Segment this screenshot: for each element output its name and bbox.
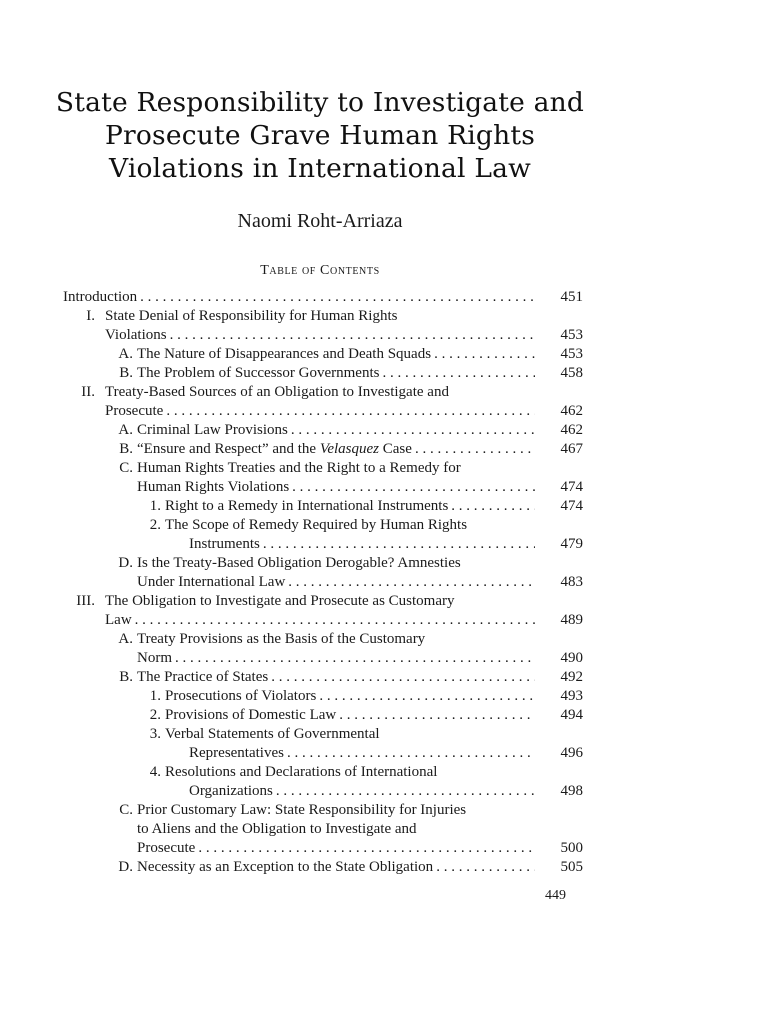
toc-entry-text: The Scope of Remedy Required by Human Rights	[165, 517, 468, 533]
toc-page-number: 498	[560, 783, 583, 799]
dot-leader	[415, 440, 535, 459]
toc-entry-title	[137, 478, 541, 497]
dot-leader	[175, 649, 535, 668]
toc-line	[63, 611, 583, 630]
toc-line	[63, 516, 583, 535]
toc-page-number: 462	[560, 403, 583, 419]
toc-line	[63, 801, 583, 820]
toc-page-number: 451	[560, 289, 583, 305]
toc-page-number: 496	[560, 745, 583, 761]
toc-entry-text: Prior Customary Law: State Responsibility for Injuries	[137, 802, 467, 818]
toc-entry	[63, 592, 583, 630]
toc-entry-text: The Practice of States	[137, 669, 269, 685]
toc-line	[63, 668, 583, 687]
toc-page-number: 490	[560, 650, 583, 666]
toc-page-number: 474	[560, 498, 583, 514]
toc-line	[63, 858, 583, 877]
toc-entry-title	[137, 858, 541, 877]
toc-entry	[63, 288, 583, 307]
toc-page-number: 453	[560, 346, 583, 362]
toc-entry-number: 3.	[149, 726, 161, 742]
toc-page-number: 467	[560, 441, 583, 457]
toc-entry-text: Necessity as an Exception to the State Obligation	[137, 859, 434, 875]
toc-entry-text: Criminal Law Provisions	[137, 422, 288, 438]
dot-leader	[263, 535, 535, 554]
toc-entry-title	[105, 402, 541, 421]
toc-line	[63, 649, 583, 668]
toc-line	[63, 592, 583, 611]
toc-entry-number: C.	[119, 460, 133, 476]
toc-entry	[63, 421, 583, 440]
toc-line	[63, 345, 583, 364]
toc-entry-number: I.	[86, 308, 95, 324]
dot-leader	[292, 478, 535, 497]
toc-entry-text: Violations	[105, 327, 167, 343]
title-line: State Responsibility to Investigate and	[55, 87, 585, 118]
toc-entry-title	[63, 288, 541, 307]
toc-entry-number: 1.	[149, 688, 161, 704]
dot-leader	[170, 326, 535, 345]
toc-entry-title	[165, 706, 541, 725]
toc-entry-text: Treaty Provisions as the Basis of the Customary	[137, 631, 426, 647]
title-line: Prosecute Grave Human Rights	[104, 120, 535, 151]
title-line: Violations in International Law	[108, 153, 532, 184]
toc-entry	[63, 440, 583, 459]
toc-line	[63, 440, 583, 459]
toc-line	[63, 687, 583, 706]
toc-entry-text: Introduction	[63, 289, 138, 305]
toc-entry-number: B.	[119, 365, 133, 381]
page-number: 449	[545, 888, 566, 903]
toc-entry	[63, 630, 583, 668]
toc-entry-text: Human Rights Treaties and the Right to a Remedy for	[137, 460, 461, 476]
toc-line	[63, 763, 583, 782]
toc-entry-title	[137, 440, 541, 459]
toc-entry-text: Prosecute	[105, 403, 164, 419]
toc-entry	[63, 801, 583, 858]
dot-leader	[434, 345, 535, 364]
dot-leader	[198, 839, 535, 858]
toc-entry	[63, 668, 583, 687]
toc-line	[63, 288, 583, 307]
toc-entry-text: Instruments	[189, 536, 260, 552]
toc-line	[63, 383, 583, 402]
dot-leader	[339, 706, 535, 725]
toc-entry-text: Representatives	[189, 745, 284, 761]
toc-entry-text: State Denial of Responsibility for Human Rights	[105, 308, 398, 324]
toc-entry-number: 2.	[149, 707, 161, 723]
toc-page-number: 453	[560, 327, 583, 343]
toc-entry-text: “Ensure and Respect” and the Velasquez Case	[137, 441, 412, 457]
toc-entry-text: Provisions of Domestic Law	[165, 707, 337, 723]
toc-line	[63, 307, 583, 326]
toc-page-number: 489	[560, 612, 583, 628]
toc-line	[63, 630, 583, 649]
toc-entry	[63, 516, 583, 554]
toc-entry-number: 2.	[149, 517, 161, 533]
toc-heading: Table of Contents	[260, 263, 380, 278]
table-of-contents	[63, 288, 583, 877]
toc-entry-text: Under International Law	[137, 574, 286, 590]
toc-entry	[63, 687, 583, 706]
toc-line	[63, 839, 583, 858]
toc-line	[63, 820, 583, 839]
toc-page-number: 483	[560, 574, 583, 590]
toc-page-number: 493	[560, 688, 583, 704]
dot-leader	[276, 782, 535, 801]
toc-entry-number: 1.	[149, 498, 161, 514]
toc-entry-text: The Nature of Disappearances and Death Squads	[137, 346, 432, 362]
dot-leader	[166, 402, 535, 421]
toc-page-number: 500	[560, 840, 583, 856]
toc-entry-text: Organizations	[189, 783, 273, 799]
toc-entry-text: Prosecute	[137, 840, 196, 856]
toc-entry-text: Prosecutions of Violators	[165, 688, 317, 704]
toc-entry-number: C.	[119, 802, 133, 818]
toc-entry-text: to Aliens and the Obligation to Investigate and	[137, 821, 417, 837]
toc-entry-text: The Obligation to Investigate and Prosecute as Customary	[105, 593, 455, 609]
toc-entry	[63, 345, 583, 364]
toc-entry	[63, 763, 583, 801]
toc-entry-title	[137, 573, 541, 592]
toc-line	[63, 478, 583, 497]
toc-entry-text: Right to a Remedy in International Instruments	[165, 498, 449, 514]
toc-line	[63, 725, 583, 744]
toc-entry-title	[137, 839, 541, 858]
toc-page-number: 505	[560, 859, 583, 875]
dot-leader	[451, 497, 535, 516]
toc-entry-number: D.	[118, 859, 133, 875]
toc-entry-title	[105, 326, 541, 345]
toc-line	[63, 782, 583, 801]
toc-entry-text: Law	[105, 612, 132, 628]
toc-line	[63, 421, 583, 440]
toc-entry	[63, 554, 583, 592]
dot-leader	[288, 573, 535, 592]
toc-entry-number: B.	[119, 669, 133, 685]
toc-line	[63, 364, 583, 383]
dot-leader	[291, 421, 535, 440]
toc-page-number: 494	[560, 707, 583, 723]
toc-entry-number: A.	[118, 346, 133, 362]
toc-entry-number: 4.	[149, 764, 161, 780]
toc-entry-title	[165, 687, 541, 706]
toc-entry-title	[189, 535, 541, 554]
toc-entry-number: D.	[118, 555, 133, 571]
toc-entry	[63, 858, 583, 877]
toc-page-number: 479	[560, 536, 583, 552]
toc-entry	[63, 459, 583, 497]
toc-entry-number: II.	[81, 384, 95, 400]
toc-page-number: 462	[560, 422, 583, 438]
toc-entry-text: Human Rights Violations	[137, 479, 290, 495]
toc-entry-title	[137, 345, 541, 364]
author-name: Naomi Roht-Arriaza	[237, 210, 403, 232]
dot-leader	[436, 858, 535, 877]
toc-line	[63, 459, 583, 478]
toc-line	[63, 744, 583, 763]
dot-leader	[271, 668, 535, 687]
toc-entry-title	[105, 611, 541, 630]
toc-line	[63, 706, 583, 725]
toc-line	[63, 535, 583, 554]
toc-entry-text: Verbal Statements of Governmental	[165, 726, 380, 742]
toc-entry-text: Treaty-Based Sources of an Obligation to Investigate and	[105, 384, 449, 400]
toc-entry	[63, 706, 583, 725]
toc-entry	[63, 307, 583, 345]
toc-page-number: 458	[560, 365, 583, 381]
toc-entry-text: The Problem of Successor Governments	[137, 365, 380, 381]
toc-line	[63, 497, 583, 516]
dot-leader	[319, 687, 535, 706]
toc-entry-text: Norm	[137, 650, 172, 666]
toc-entry-number: III.	[76, 593, 95, 609]
toc-entry-text: Is the Treaty-Based Obligation Derogable? Amnesties	[137, 555, 461, 571]
dot-leader	[382, 364, 535, 383]
toc-line	[63, 573, 583, 592]
toc-entry-number: B.	[119, 441, 133, 457]
toc-entry	[63, 364, 583, 383]
toc-page-number: 492	[560, 669, 583, 685]
toc-entry-title	[137, 421, 541, 440]
toc-line	[63, 554, 583, 573]
toc-entry-title	[165, 497, 541, 516]
dot-leader	[135, 611, 535, 630]
toc-entry-number: A.	[118, 631, 133, 647]
dot-leader	[287, 744, 535, 763]
article-title	[40, 86, 600, 185]
toc-entry-title	[137, 364, 541, 383]
toc-entry	[63, 497, 583, 516]
dot-leader	[140, 288, 535, 307]
toc-page-number: 474	[560, 479, 583, 495]
toc-entry	[63, 725, 583, 763]
toc-line	[63, 402, 583, 421]
toc-entry-text: Resolutions and Declarations of International	[165, 764, 438, 780]
toc-entry-number: A.	[118, 422, 133, 438]
toc-entry-title	[189, 744, 541, 763]
toc-line	[63, 326, 583, 345]
toc-entry-title	[137, 649, 541, 668]
toc-entry-title	[189, 782, 541, 801]
toc-entry-title	[137, 668, 541, 687]
toc-entry	[63, 383, 583, 421]
